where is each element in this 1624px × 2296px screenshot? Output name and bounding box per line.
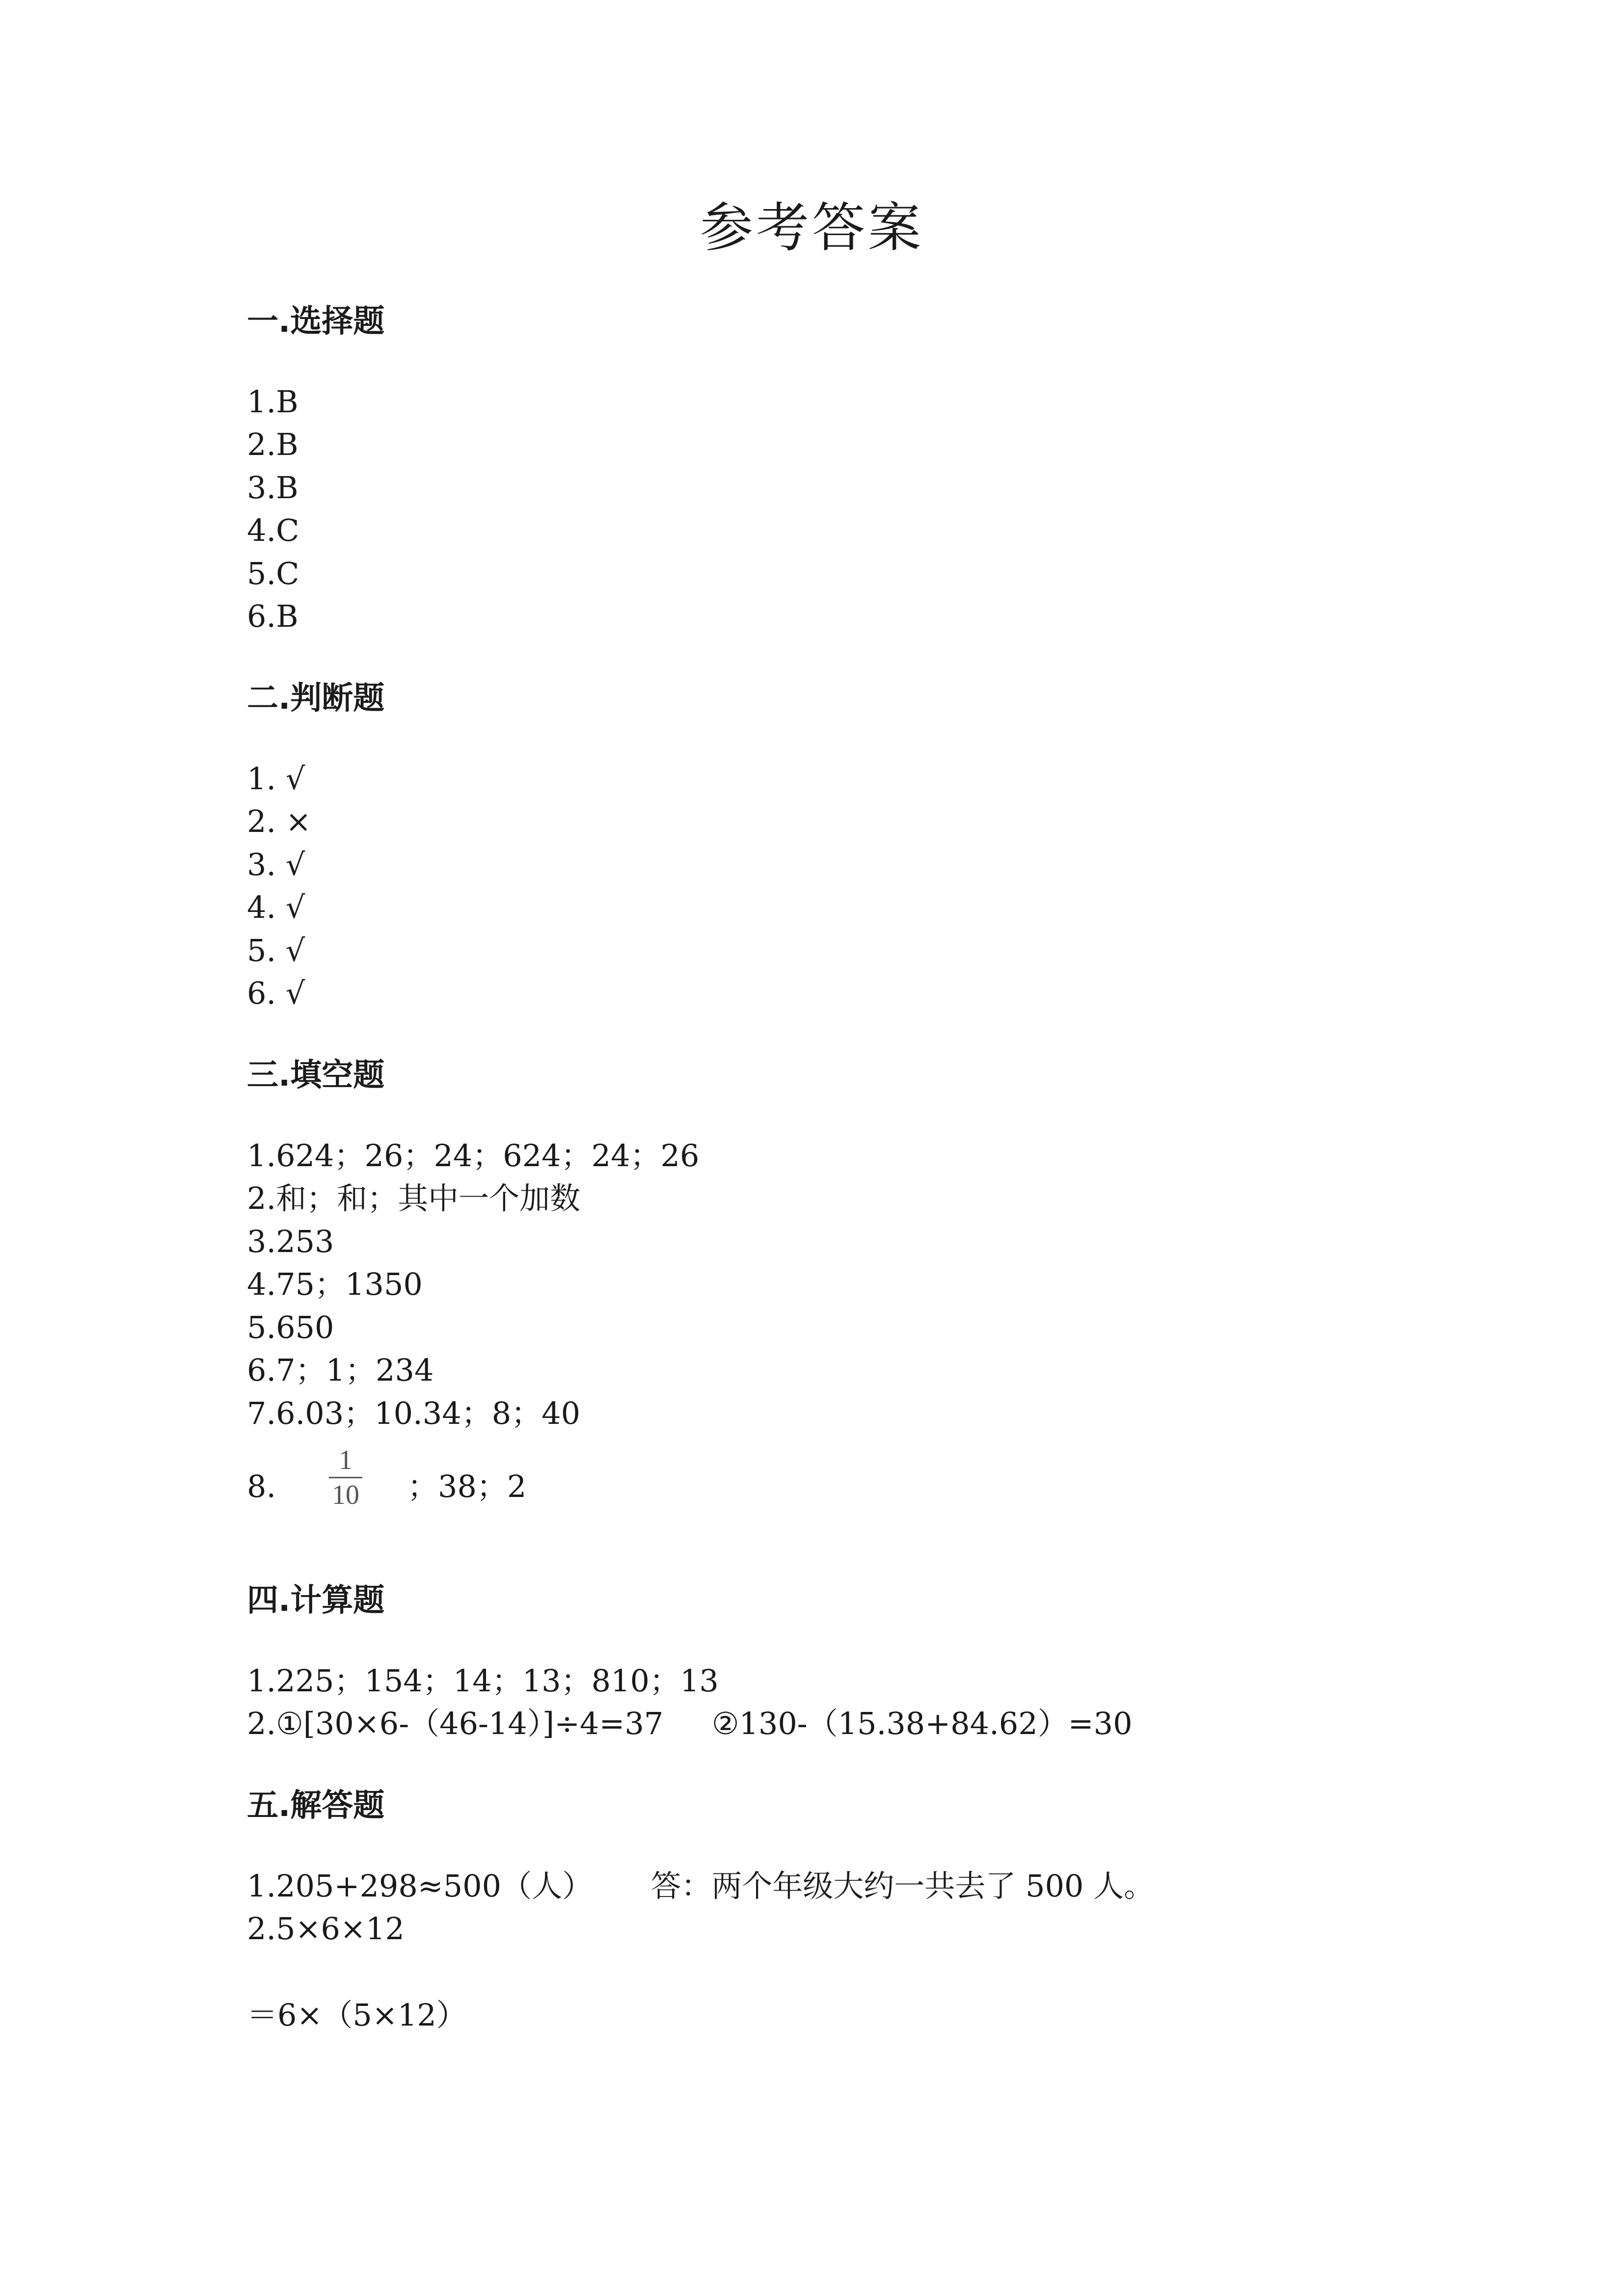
fraction-numerator: 1 [339, 1445, 352, 1475]
section-heading-fill-blank: 三.填空题 [247, 1057, 385, 1094]
answer-line: 5.C [247, 556, 299, 591]
answer-line: 1.205+298≈500（人） 答：两个年级大约一共去了 500 人。 [247, 1868, 1155, 1904]
answer-line: ＝6×（5×12） [247, 1997, 467, 2033]
answer-line: 5.650 [247, 1309, 334, 1345]
section-heading-word-problems: 五.解答题 [247, 1788, 385, 1824]
answer-line: 1. √ [247, 761, 305, 797]
answer-line: 1.624；26；24；624；24；26 [247, 1138, 700, 1174]
answer-line: 4.C [247, 512, 299, 548]
answer-line: 2.B [247, 427, 298, 462]
fraction-bar [329, 1477, 362, 1478]
answer-line: 2.5×6×12 [247, 1911, 405, 1947]
answer-line: 2.①[30×6-（46-14）]÷4=37 ②130-（15.38+84.62）=30 [247, 1706, 1133, 1741]
section-heading-calculation: 四.计算题 [247, 1582, 385, 1619]
page-title: 参考答案 [700, 197, 924, 259]
section-heading-choice: 一.选择题 [247, 303, 385, 340]
answer-line-number: 8. [247, 1468, 276, 1504]
answer-line: 5. √ [247, 933, 305, 968]
answer-line: 6. √ [247, 975, 305, 1011]
answer-line: 2.和；和；其中一个加数 [247, 1180, 581, 1216]
answer-line-rest: ；38；2 [407, 1468, 527, 1504]
answer-line: 6.7；1；234 [247, 1352, 434, 1388]
answer-line: 3.253 [247, 1224, 334, 1259]
fraction [326, 1444, 365, 1511]
answer-line: 7.6.03；10.34；8；40 [247, 1395, 581, 1431]
answer-line: 1.225；154；14；13；810；13 [247, 1663, 719, 1699]
answer-line: 2. × [247, 803, 311, 839]
answer-line: 6.B [247, 598, 298, 634]
answer-line: 3. √ [247, 847, 305, 882]
fraction-denominator: 10 [332, 1480, 359, 1510]
answer-line: 4. √ [247, 889, 305, 925]
answer-line: 3.B [247, 470, 298, 506]
answer-line: 1.B [247, 384, 298, 420]
answer-line: 4.75；1350 [247, 1266, 423, 1302]
section-heading-true-false: 二.判断题 [247, 680, 385, 717]
